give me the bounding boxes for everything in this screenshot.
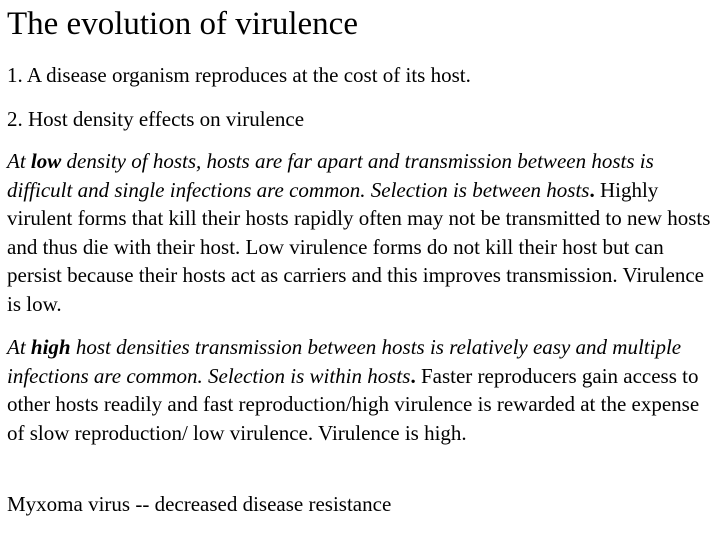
high-density-paragraph [7, 333, 717, 447]
low-period: . [589, 177, 595, 202]
point-1: 1. A disease organism reproduces at the cost of its host. [7, 63, 471, 87]
low-body-text: Highly virulent forms that kill their hosts rapidly often may not be transmitted to new hosts and thus die with their host. Low virulence forms do not kill their host but can persist because their hosts act as carriers and this improves transmission. Virulence is low. [7, 177, 711, 316]
low-density-paragraph [7, 147, 717, 319]
footer-note: Myxoma virus -- decreased disease resistance [7, 492, 392, 516]
high-italic-text: host densities transmission between hosts is relatively easy and multiple infections are common. Selection is within hosts [7, 335, 682, 388]
high-keyword: high [30, 335, 71, 359]
slide-title: The evolution of virulence [7, 6, 358, 42]
low-italic-text: density of hosts, hosts are far apart and transmission between hosts is difficult and single infections are common. Selection is between hosts [7, 149, 654, 202]
low-at: At [7, 149, 31, 173]
high-period: . [410, 363, 416, 388]
high-body-text: Faster reproducers gain access to other hosts readily and fast reproduction/high virulence is rewarded at the expense of slow reproduction/ low virulence. Virulence is high. [7, 363, 700, 445]
high-at: At [7, 335, 31, 359]
low-keyword: low [30, 149, 62, 173]
point-2: 2. Host density effects on virulence [7, 107, 305, 131]
